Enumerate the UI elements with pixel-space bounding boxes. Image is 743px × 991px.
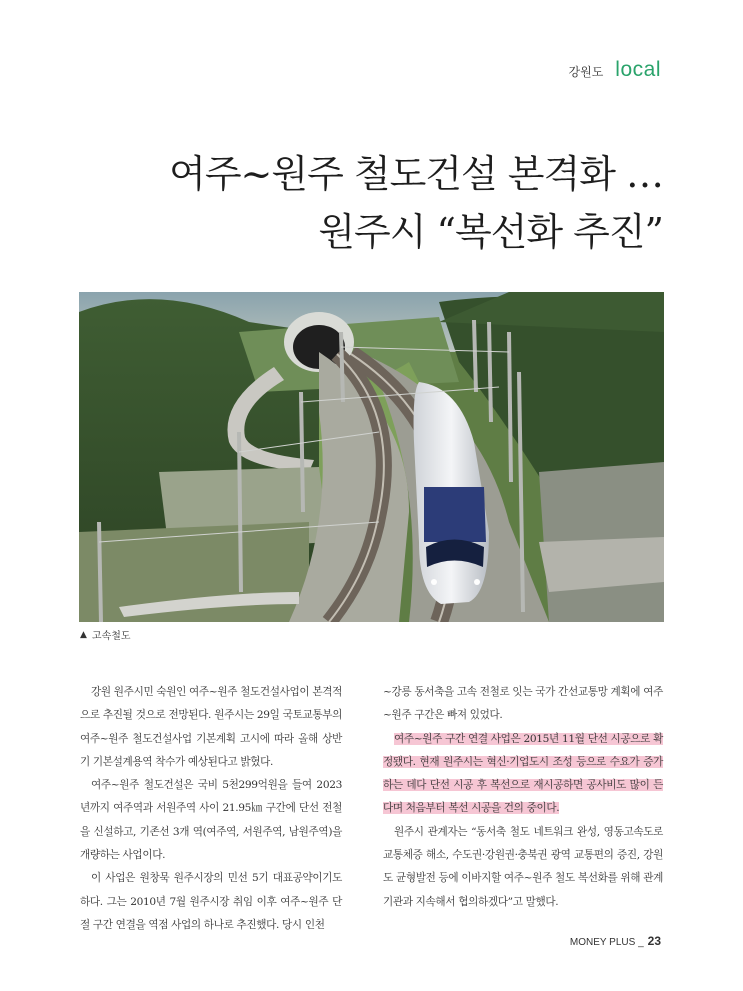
article-column-right — [383, 681, 663, 914]
page-number: 23 — [647, 934, 661, 948]
magazine-name: MONEY PLUS _ — [569, 937, 644, 948]
paragraph-4-highlighted — [383, 728, 663, 821]
headline-line-2: 원주시 “복선화 추진” — [318, 210, 663, 254]
paragraph-3: 이 사업은 원창묵 원주시장의 민선 5기 대표공약이기도 하다. 그는 2010년 7월 원주시장 취임 이후 여주~원주 단절 구간 연결을 역점 사업의 하나로 추진했다. 당시 인천 — [80, 872, 342, 931]
caption-text: 고속철도 — [91, 631, 131, 642]
photo-caption — [80, 627, 131, 642]
headline — [80, 145, 663, 261]
article-photo — [79, 292, 664, 622]
article-column-left — [80, 681, 342, 937]
paragraph-5: 원주시 관계자는 “동서축 철도 네트워크 완성, 영동고속도로 교통체증 해소, 수도권·강원권·충북권 광역 교통편의 증진, 강원도 균형발전 등에 이바지할 여주~원주 철도 복선화를 위해 관계기관과 지속해서 협의하겠다”고 말했다. — [383, 825, 663, 908]
paragraph-1: 강원 원주시민 숙원인 여주~원주 철도건설사업이 본격적으로 추진될 것으로 전망된다. 원주시는 29일 국토교통부의 여주~원주 철도건설사업 기본계획 고시에 따라 올해 상반기 기본설계용역 착수가 예상된다고 밝혔다. — [80, 686, 342, 768]
highlighted-text: 여주~원주 구간 연결 사업은 2015년 11월 단선 시공으로 확정됐다. 현재 원주시는 혁신·기업도시 조성 등으로 수요가 증가하는 데다 단선 시공 후 복선으로 재시공하면 공사비도 많이 든다며 처음부터 복선 시공을 건의 중이다. — [383, 732, 663, 815]
section-label: local — [615, 58, 661, 81]
paragraph-3-continued: ~강릉 동서축을 고속 전철로 잇는 국가 간선교통망 계획에 여주~원주 구간은 빠져 있었다. — [383, 686, 663, 722]
paragraph-2: 여주~원주 철도건설은 국비 5천299억원을 들여 2023년까지 여주역과 서원주역 사이 21.95㎞ 구간에 단선 전철을 신설하고, 기존선 3개 역(여주역, 서원주역, 남원주역)을 개량하는 사업이다. — [80, 779, 342, 862]
page-footer — [570, 934, 661, 948]
headline-line-1: 여주~원주 철도건설 본격화 … — [169, 152, 663, 196]
caption-triangle-icon: ▲ — [80, 629, 87, 640]
section-tag — [569, 58, 661, 82]
section-region: 강원도 — [568, 65, 604, 79]
